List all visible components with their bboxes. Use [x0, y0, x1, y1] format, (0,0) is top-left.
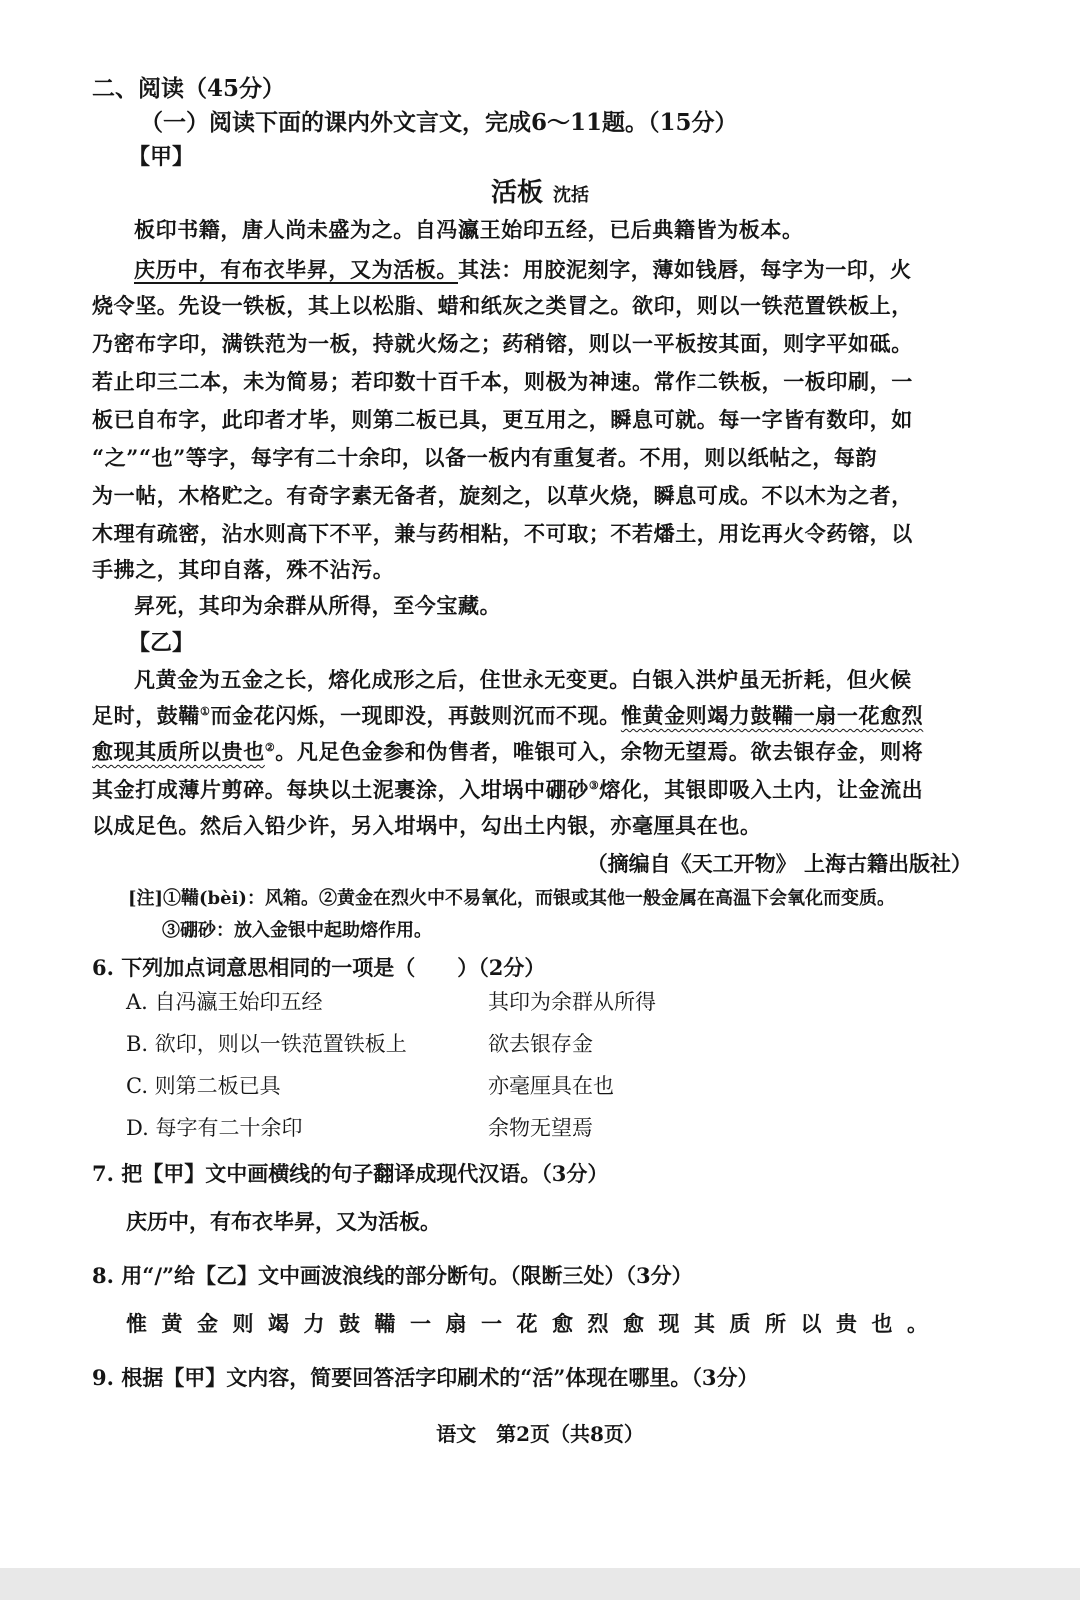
- yi-line-2: [92, 700, 923, 730]
- note-ref-1: ①: [200, 705, 211, 718]
- jia-p2-line-3: 乃密布字印，满铁范为一板，持就火炀之；药稍镕，则以一平板按其面，则字平如砥。: [92, 331, 913, 356]
- jia-paragraph-1: 板印书籍，唐人尚未盛为之。自冯瀛王始印五经，已后典籍皆为板本。: [134, 217, 804, 242]
- question-7-stem: 7. 把【甲】文中画横线的句子翻译成现代汉语。（3分）: [92, 1161, 609, 1186]
- underlined-sentence: 庆历中，有布衣毕昇，又为活板。: [134, 257, 458, 282]
- jia-p2-line-5: 板已自布字，此印者才毕，则第二板已具，更互用之，瞬息可就。每一字皆有数印，如: [92, 407, 913, 432]
- yi-line-5: 以成足色。然后入铅少许，另入坩埚中，勾出土内银，亦毫厘具在也。: [92, 813, 762, 838]
- annotation-line-1: [注]①鞴(bèi)：风箱。②黄金在烈火中不易氧化，而银或其他一般金属在高温下会氧化而变质。: [128, 888, 895, 909]
- yi-line-1: 凡黄金为五金之长，熔化成形之后，住世永无变更。白银入洪炉虽无折耗，但火候: [134, 667, 912, 692]
- page-footer: 语文 第2页（共8页）: [436, 1422, 644, 1446]
- section-heading: 二、阅读（45分）: [92, 75, 286, 102]
- bottom-edge: [0, 1568, 1080, 1600]
- subsection-heading: （一）阅读下面的课内外文言文，完成6～11题。（15分）: [140, 109, 738, 136]
- q6-option-b-pair: 欲去银存金: [488, 1032, 593, 1056]
- source-citation: （摘编自《天工开物》 上海古籍出版社）: [586, 851, 972, 876]
- wavy-sentence-part-2: 愈现其质所以贵也: [92, 739, 265, 764]
- question-6-stem: 6. 下列加点词意思相同的一项是（ ）（2分）: [92, 955, 546, 980]
- jia-paragraph-3: 昇死，其印为余群从所得，至今宝藏。: [134, 593, 502, 618]
- yi-line-3: [92, 736, 923, 766]
- q6-option-d[interactable]: D. 每字有二十余印: [126, 1116, 303, 1140]
- passage-jia-tag: 【甲】: [128, 144, 195, 170]
- passage-title: [0, 172, 1080, 209]
- question-9-stem: 9. 根据【甲】文内容，简要回答活字印刷术的“活”体现在哪里。（3分）: [92, 1365, 759, 1390]
- q6-option-a-pair: 其印为余群从所得: [488, 990, 656, 1014]
- q6-option-d-pair: 余物无望焉: [488, 1116, 593, 1140]
- yi-l3-rest: 。凡足色金参和伪售者，唯银可入，余物无望焉。欲去银存金，则将: [275, 739, 924, 764]
- jia-p2-l1-rest: 其法：用胶泥刻字，薄如钱唇，每字为一印，火: [458, 257, 912, 282]
- note-ref-3: ③: [588, 779, 600, 792]
- q6-option-b[interactable]: B. 欲印，则以一铁范置铁板上: [126, 1032, 407, 1056]
- question-8-sentence: 惟黄金则竭力鼓鞴一扇一花愈烈愈现其质所以贵也。: [126, 1311, 943, 1336]
- yi-line-4: [92, 774, 923, 804]
- annotation-line-2: ③硼砂：放入金银中起助熔作用。: [162, 920, 432, 941]
- question-7-sentence: 庆历中，有布衣毕昇，又为活板。: [126, 1209, 441, 1234]
- q6-option-c-pair: 亦毫厘具在也: [488, 1074, 614, 1098]
- note-ref-2: ②: [264, 741, 276, 754]
- jia-p2-line-7: 为一帖，木格贮之。有奇字素无备者，旋刻之，以草火烧，瞬息可成。不以木为之者，: [92, 483, 913, 508]
- jia-paragraph-2-line-1: [134, 254, 912, 284]
- yi-l2-a: 足时，鼓鞴: [92, 703, 200, 728]
- wavy-sentence-part-1: 惟黄金则竭力鼓鞴一扇一花愈烈: [620, 703, 924, 728]
- q6-option-a[interactable]: A. 自冯瀛王始印五经: [126, 990, 323, 1014]
- passage-yi-tag: 【乙】: [128, 630, 195, 656]
- yi-l2-b: 而金花闪烁，一现即没，再鼓则沉而不现。: [210, 703, 621, 728]
- question-8-stem: 8. 用“/”给【乙】文中画波浪线的部分断句。（限断三处）（3分）: [92, 1263, 693, 1288]
- jia-p2-line-6: “之”“也”等字，每字有二十余印，以备一板内有重复者。不用，则以纸帖之，每韵: [92, 445, 878, 470]
- jia-p2-line-9: 手拂之，其印自落，殊不沾污。: [92, 557, 395, 582]
- q6-option-c[interactable]: C. 则第二板已具: [126, 1074, 281, 1098]
- jia-p2-line-8: 木理有疏密，沾水则高下不平，兼与药相粘，不可取；不若燔土，用讫再火令药镕，以: [92, 521, 913, 546]
- jia-p2-line-2: 烧令坚。先设一铁板，其上以松脂、蜡和纸灰之类冒之。欲印，则以一铁范置铁板上，: [92, 293, 913, 318]
- yi-l4-a: 其金打成薄片剪碎。每块以土泥裹涂，入坩埚中硼砂: [92, 777, 589, 802]
- title-text: 活板: [490, 178, 543, 208]
- title-author: 沈括: [553, 185, 589, 206]
- yi-l4-b: 熔化，其银即吸入土内，让金流出: [599, 777, 924, 802]
- jia-p2-line-4: 若止印三二本，未为简易；若印数十百千本，则极为神速。常作二铁板，一板印刷，一: [92, 369, 913, 394]
